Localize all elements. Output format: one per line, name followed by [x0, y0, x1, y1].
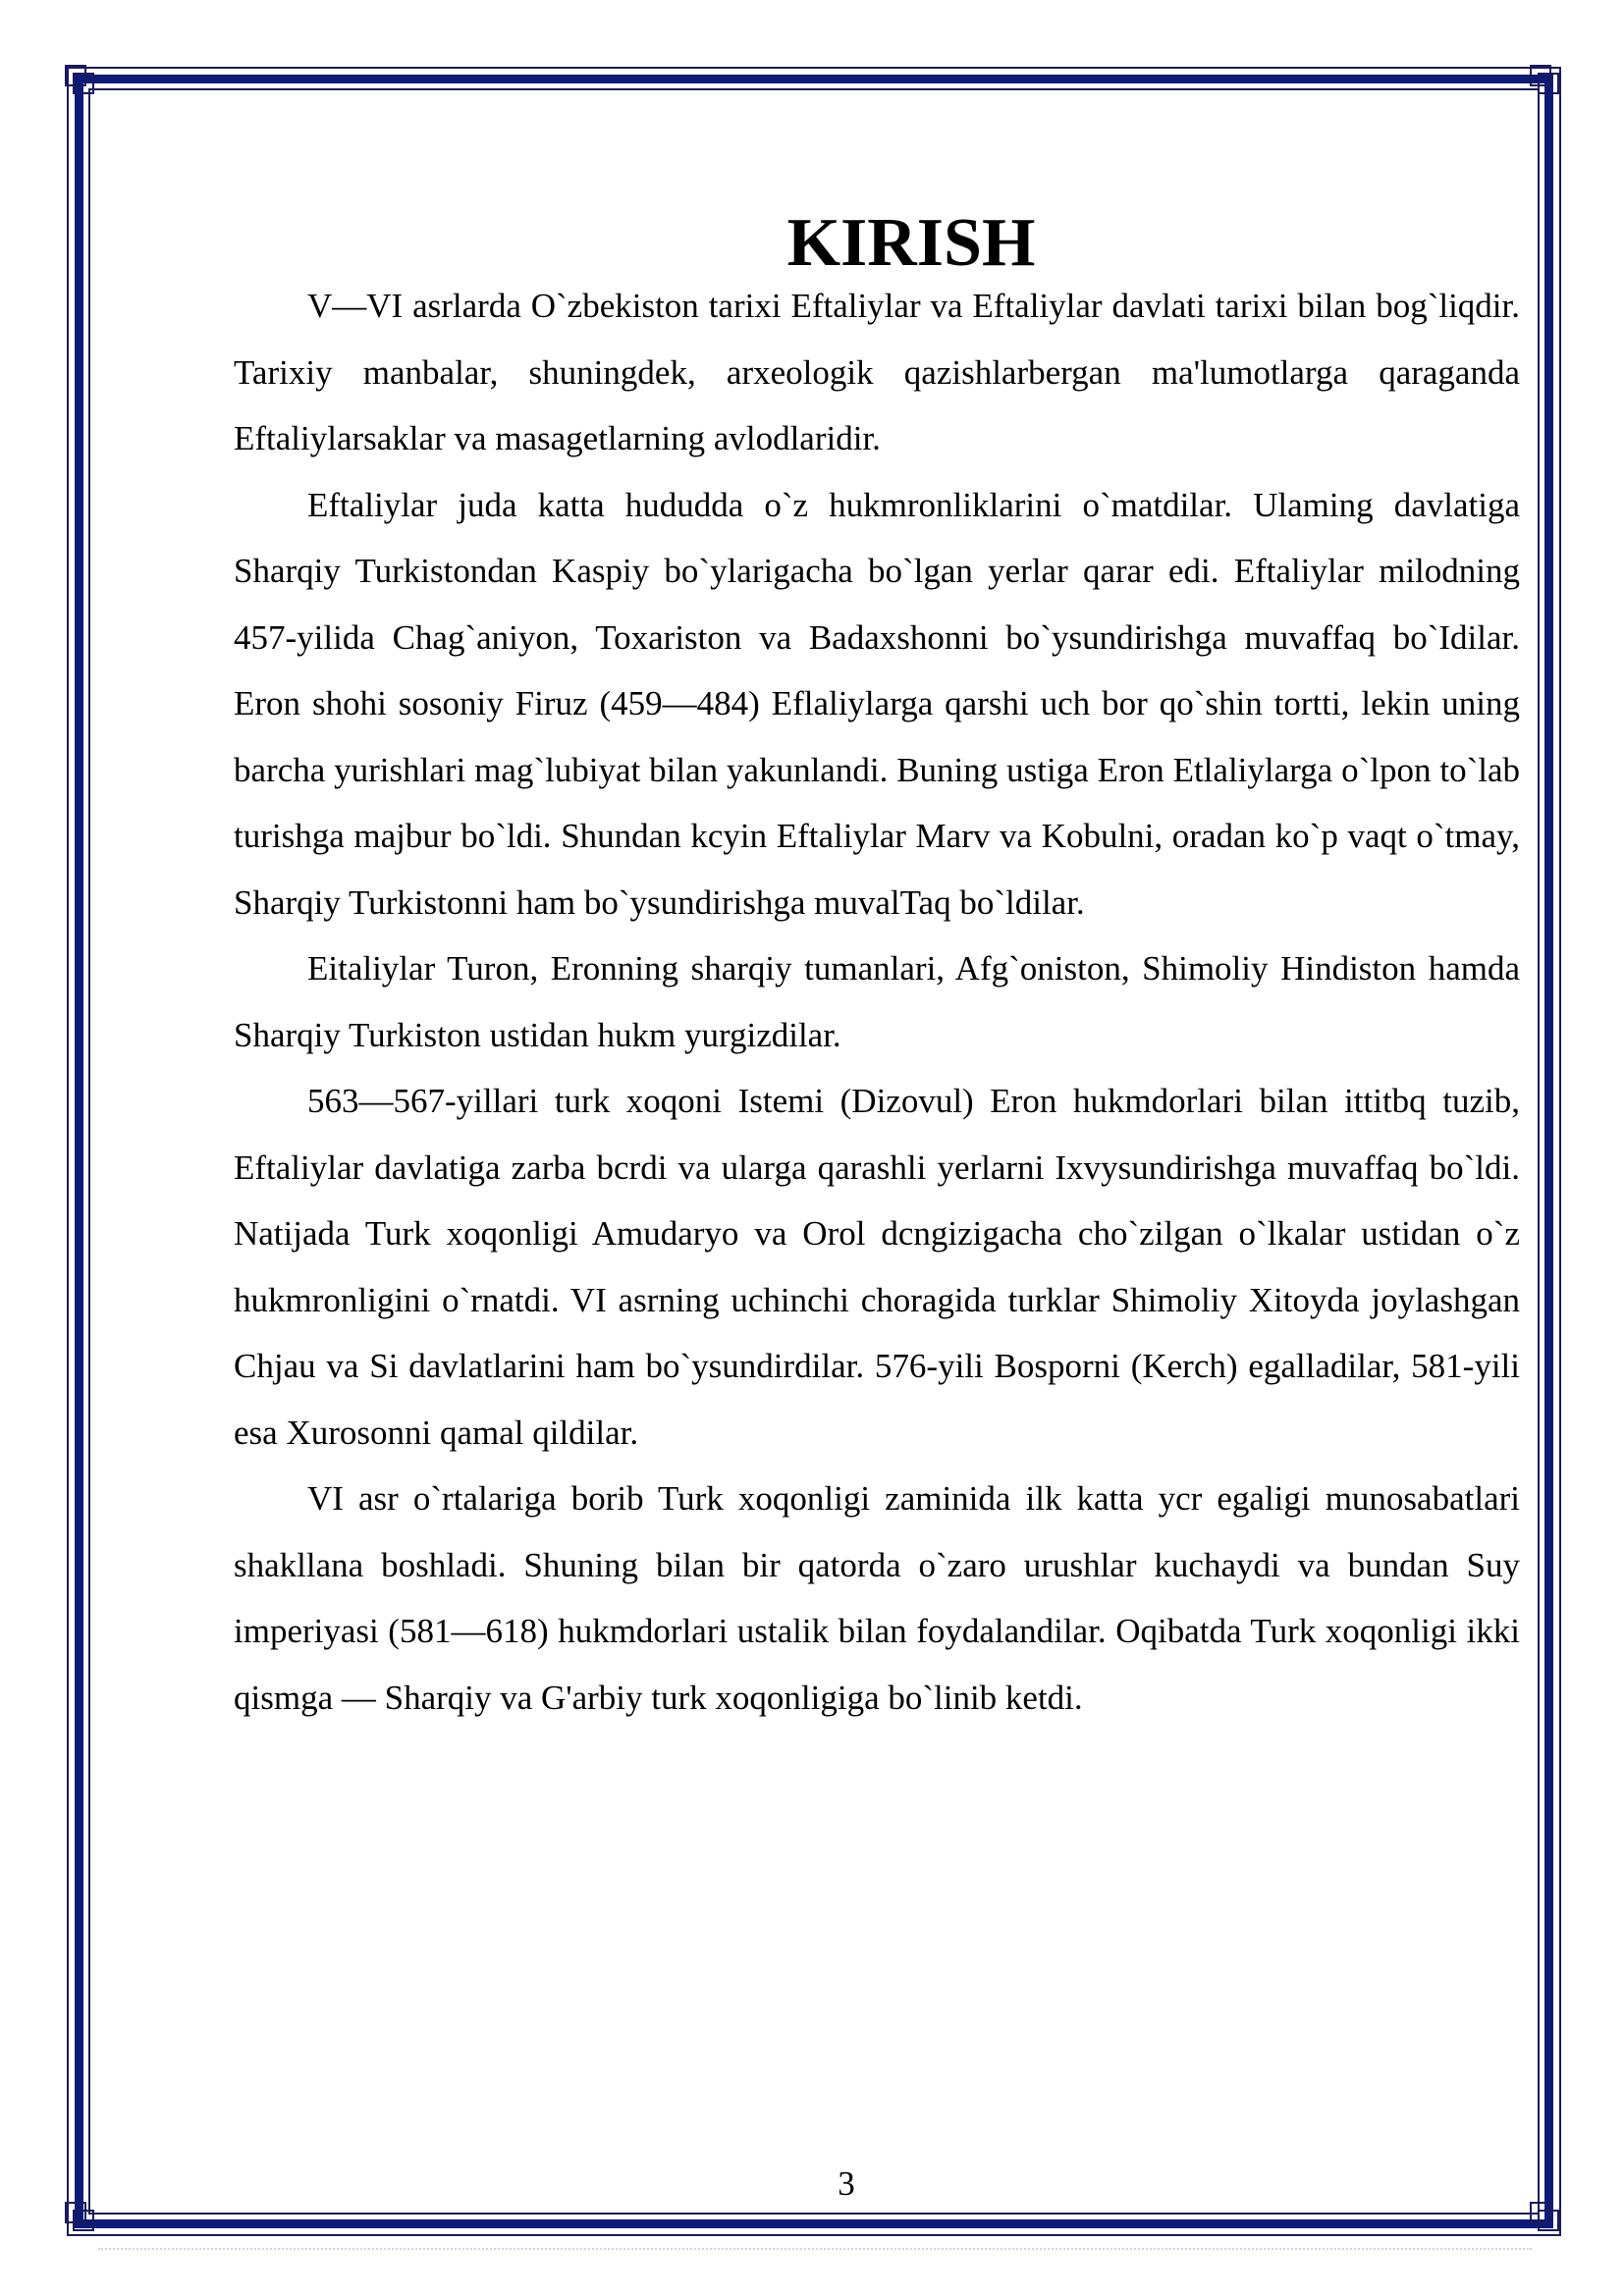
page-border-dotted-line [98, 2248, 1532, 2250]
paragraph: 563—567-yillari turk xoqoni Istemi (Dizovul) Eron hukmdorlari bilan ittitbq tuzib, Eftaliylar davlatiga zarba bcrdi va ularga qarashli yerlarni Ixvysundirishga muvaffaq bo`ldi. Natijada Turk xoqonligi Amudaryo va Orol dcngizigacha cho`zilgan o`lkalar ustidan o`z hukmronligini o`rnatdi. VI asrning uchinchi choragida turklar Shimoliy Xitoyda joylashgan Chjau va Si davlatlarini ham bo`ysundirdilar. 576-yili Bosporni (Kerch) egalladilar, 581-yili esa Xurosonni qamal qildilar. [234, 1082, 1520, 1452]
paragraph: V—VI asrlarda O`zbekiston tarixi Eftaliylar va Eftaliylar davlati tarixi bilan bog`liqdir. Tarixiy manbalar, shuningdek, arxeologik qazishlarbergan ma'lumotlarga qaraganda Eftaliylarsaklar va masagetlarning avlodlaridir. [234, 287, 1520, 457]
corner-ornament-bottom-left [65, 2202, 94, 2231]
document-body [234, 205, 1520, 1731]
paragraph: Eitaliylar Turon, Eronning sharqiy tumanlari, Afg`oniston, Shimoliy Hindiston hamda Sharqiy Turkiston ustidan hukm yurgizdilar. [234, 949, 1520, 1054]
corner-ornament-top-left [65, 65, 94, 94]
page-title: KIRISH [786, 205, 1036, 281]
paragraph: VI asr o`rtalariga borib Turk xoqonligi zaminida ilk katta ycr egaligi munosabatlari shakllana boshladi. Shuning bilan bir qatorda o`zaro urushlar kuchaydi va bundan Suy imperiyasi (581—618) hukmdorlari ustalik bilan foydalandilar. Oqibatda Turk xoqonligi ikki qismga — Sharqiy va G'arbiy turk xoqonligiga bo`linib ketdi. [234, 1479, 1520, 1717]
corner-ornament-bottom-right [1530, 2202, 1559, 2231]
corner-ornament-top-right [1530, 65, 1559, 94]
paragraph: Eftaliylar juda katta hududda o`z hukmronliklarini o`matdilar. Ulaming davlatiga Sharqiy Turkistondan Kaspiy bo`ylarigacha bo`lgan yerlar qarar edi. Eftaliylar milodning 457-yilida Chag`aniyon, Toxariston va Badaxshonni bo`ysundirishga muvaffaq bo`Idilar. Eron shohi sosoniy Firuz (459—484) Eflaliylarga qarshi uch bor qo`shin tortti, lekin uning barcha yurishlari mag`lubiyat bilan yakunlandi. Buning ustiga Eron Etlaliylarga o`lpon to`lab turishga majbur bo`ldi. Shundan kcyin Eftaliylar Marv va Kobulni, oradan ko`p vaqt o`tmay, Sharqiy Turkistonni ham bo`ysundirishga muvalTaq bo`ldilar. [234, 485, 1520, 922]
page-number: 3 [838, 2164, 855, 2203]
